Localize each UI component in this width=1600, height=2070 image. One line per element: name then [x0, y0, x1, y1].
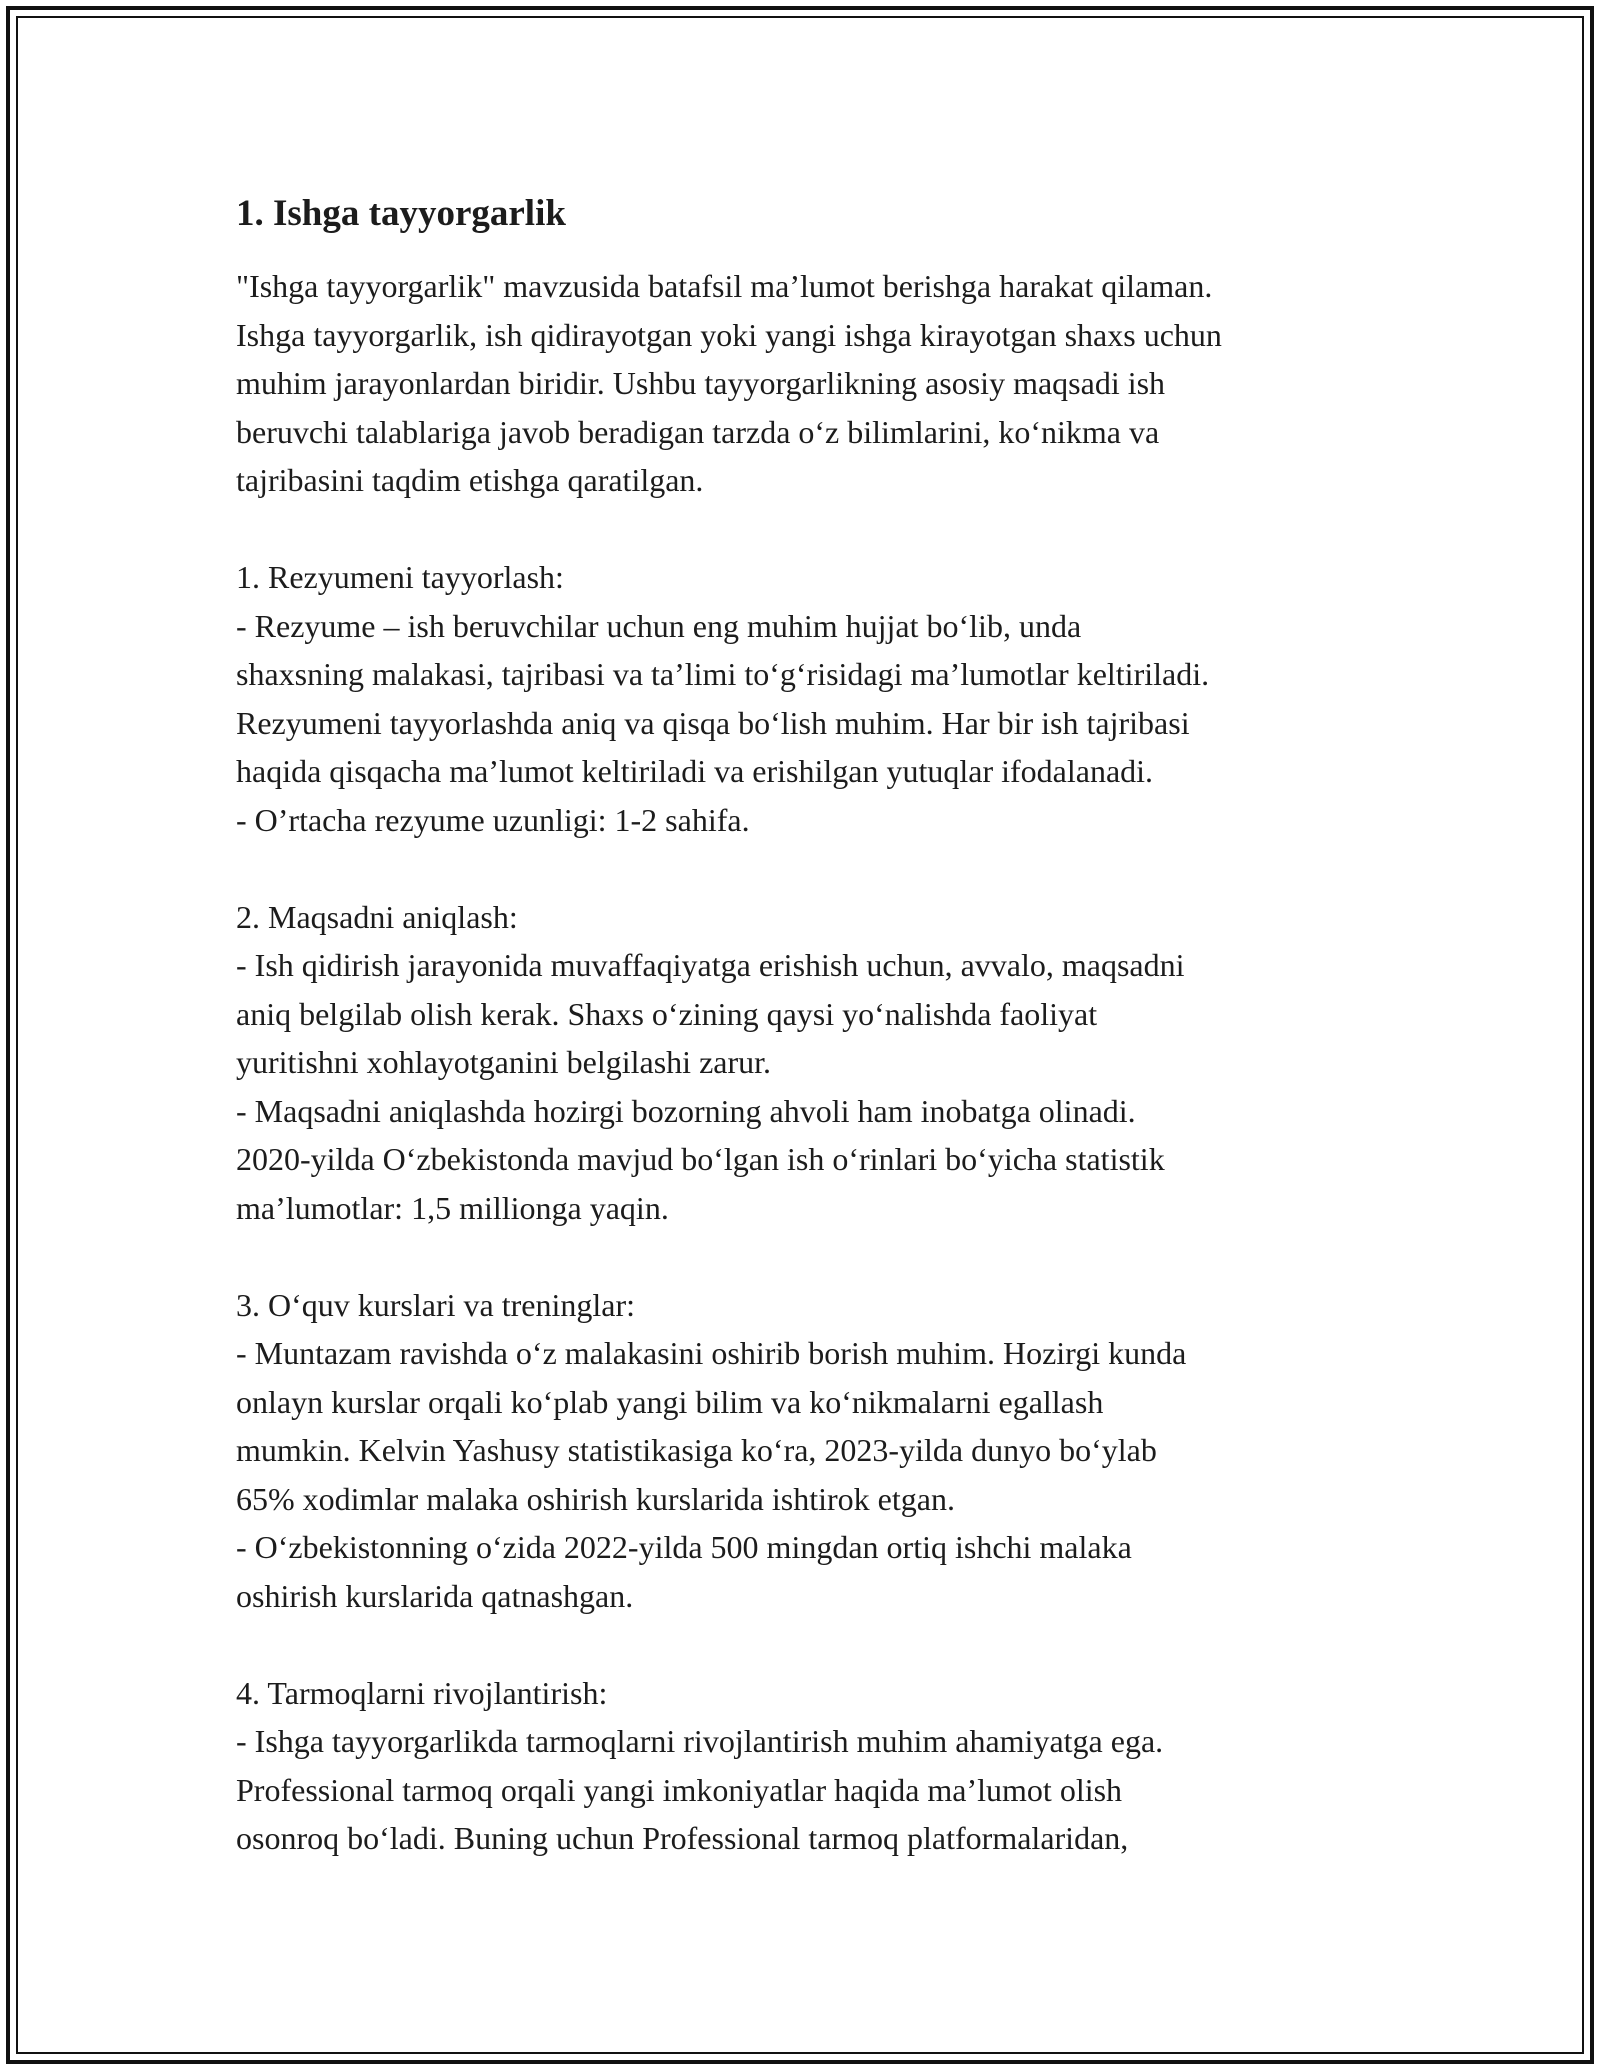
section-goal: [236, 893, 1386, 1233]
document-title: 1. Ishga tayyorgarlik: [236, 193, 566, 234]
section-body: - Rezyume – ish beruvchilar uchun eng muhim hujjat bo‘lib, unda shaxsning malakasi, tajribasi va ta’limi to‘g‘risidagi ma’lumotlar keltiriladi. Rezyumeni tayyorlashda aniq va qisqa bo‘lish muhim. Har bir ish tajribasi haqida qisqacha ma’lumot keltiriladi va erishilgan yutuqlar ifodalanadi. - O’rtacha rezyume uzunligi: 1-2 sahifa.: [236, 607, 1210, 838]
document-body: [236, 186, 1386, 1863]
section-gap: [236, 1232, 1386, 1281]
section-gap: [236, 844, 1386, 893]
section-gap: [236, 1620, 1386, 1669]
section-gap: [236, 505, 1386, 554]
section-resume: [236, 553, 1386, 844]
section-body: - Muntazam ravishda o‘z malakasini oshirib borish muhim. Hozirgi kunda onlayn kurslar orqali ko‘plab yangi bilim va ko‘nikmalarni egallash mumkin. Kelvin Yashusy statistikasiga ko‘ra, 2023-yilda dunyo bo‘ylab 65% xodimlar malaka oshirish kurslarida ishtirok etgan. - O‘zbekistonning o‘zida 2022-yilda 500 mingdan ortiq ishchi malaka oshirish kurslarida qatnashgan.: [236, 1335, 1187, 1614]
section-body: - Ish qidirish jarayonida muvaffaqiyatga erishish uchun, avvalo, maqsadni aniq belgilab olish kerak. Shaxs o‘zining qaysi yo‘nalishda faoliyat yuritishni xohlayotganini belgilashi zarur. - Maqsadni aniqlashda hozirgi bozorning ahvoli ham inobatga olinadi. 2020-yilda O‘zbekistonda mavjud bo‘lgan ish o‘rinlari bo‘yicha statistik ma’lumotlar: 1,5 millionga yaqin.: [236, 947, 1185, 1226]
section-networking: [236, 1669, 1386, 1863]
section-heading: 3. O‘quv kurslari va treninglar:: [236, 1286, 635, 1323]
section-heading: 2. Maqsadni aniqlash:: [236, 898, 518, 935]
section-heading: 1. Rezyumeni tayyorlash:: [236, 559, 564, 595]
section-body: - Ishga tayyorgarlikda tarmoqlarni rivojlantirish muhim ahamiyatga ega. Professional tarmoq orqali yangi imkoniyatlar haqida ma’lumot olish osonroq bo‘ladi. Buning uchun Professional tarmoq platformalaridan,: [236, 1723, 1164, 1856]
intro-paragraph: "Ishga tayyorgarlik" mavzusida batafsil ma’lumot berishga harakat qilaman. Ishga tayyorgarlik, ish qidirayotgan yoki yangi ishga kirayotgan shaxs uchun muhim jarayonlardan biridir. Ushbu tayyorgarlikning asosiy maqsadi ish beruvchi talablariga javob beradigan tarzda o‘z bilimlarini, ko‘nikma va tajribasini taqdim etishga qaratilgan.: [236, 268, 1222, 498]
section-courses: [236, 1281, 1386, 1621]
section-heading: 4. Tarmoqlarni rivojlantirish:: [236, 1674, 608, 1711]
